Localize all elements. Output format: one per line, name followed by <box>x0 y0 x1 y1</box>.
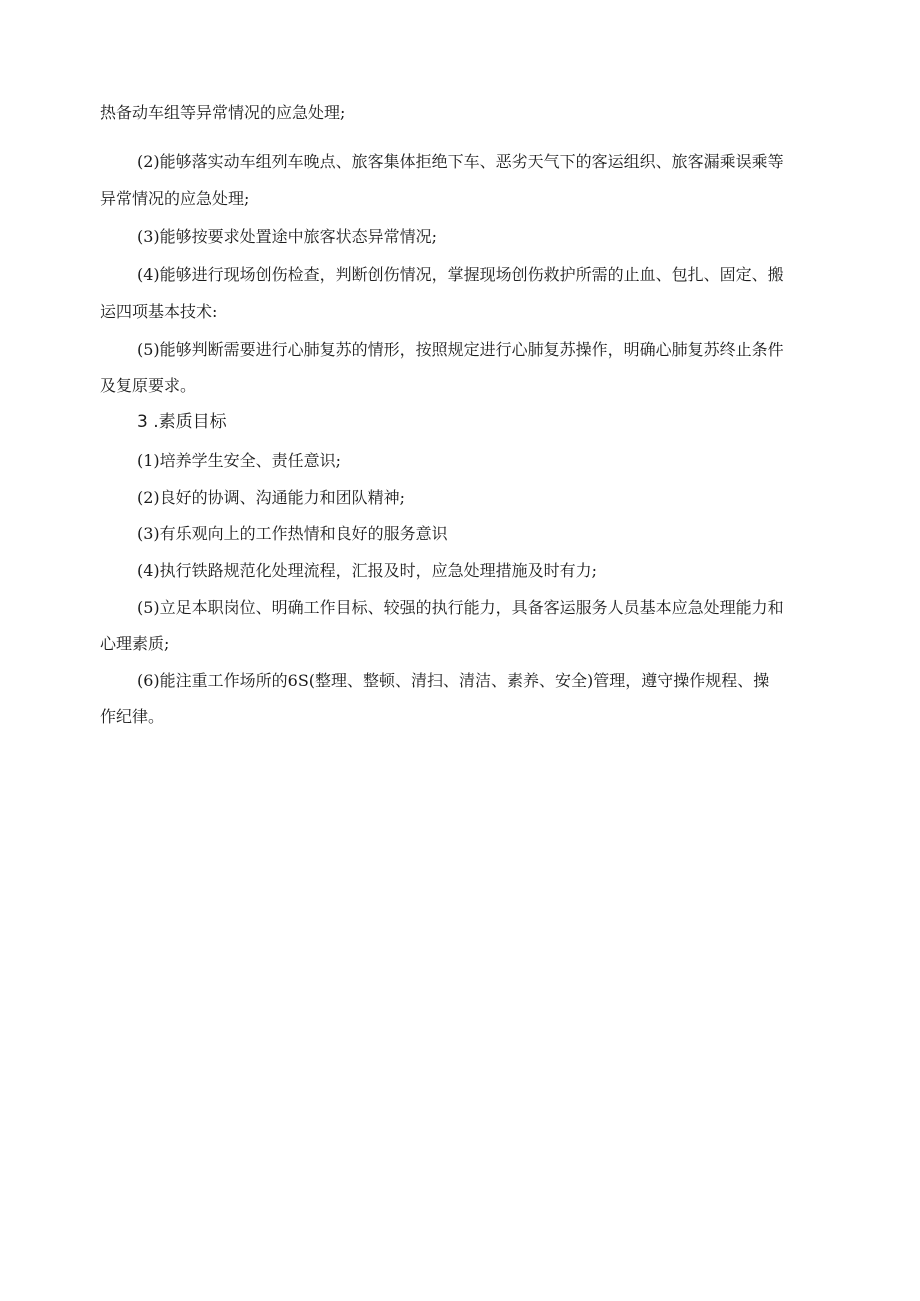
paragraph-line: (5)立足本职岗位、明确工作目标、较强的执行能力，具备客运服务人员基本应急处理能力和 <box>137 598 784 617</box>
paragraph-line: (3)有乐观向上的工作热情和良好的服务意识 <box>137 524 448 543</box>
paragraph-line: 及复原要求。 <box>100 376 197 395</box>
section-heading: 3 .素质目标 <box>137 412 227 432</box>
paragraph-line: 作纪律。 <box>100 707 165 726</box>
paragraph-line: (3)能够按要求处置途中旅客状态异常情况; <box>137 227 438 246</box>
paragraph-line: (4)能够进行现场创伤检查，判断创伤情况，掌握现场创伤救护所需的止血、包扎、固定、搬 <box>137 265 784 284</box>
paragraph-line: 心理素质; <box>100 634 170 653</box>
paragraph-line: 异常情况的应急处理; <box>100 189 250 208</box>
paragraph-line: (2)能够落实动车组列车晚点、旅客集体拒绝下车、恶劣天气下的客运组织、旅客漏乘误乘等 <box>137 152 784 171</box>
paragraph-line: (5)能够判断需要进行心肺复苏的情形，按照规定进行心肺复苏操作，明确心肺复苏终止条件 <box>137 340 784 359</box>
paragraph-line: 运四项基本技术: <box>100 302 218 321</box>
paragraph-line: (2)良好的协调、沟通能力和团队精神; <box>137 488 406 507</box>
paragraph-line: (1)培养学生安全、责任意识; <box>137 451 342 470</box>
paragraph-line: (6)能注重工作场所的6S(整理、整顿、清扫、清洁、素养、安全)管理，遵守操作规程、操 <box>137 671 770 690</box>
paragraph-line: 热备动车组等异常情况的应急处理; <box>100 103 346 122</box>
paragraph-line: (4)执行铁路规范化处理流程，汇报及时，应急处理措施及时有力; <box>137 561 598 580</box>
